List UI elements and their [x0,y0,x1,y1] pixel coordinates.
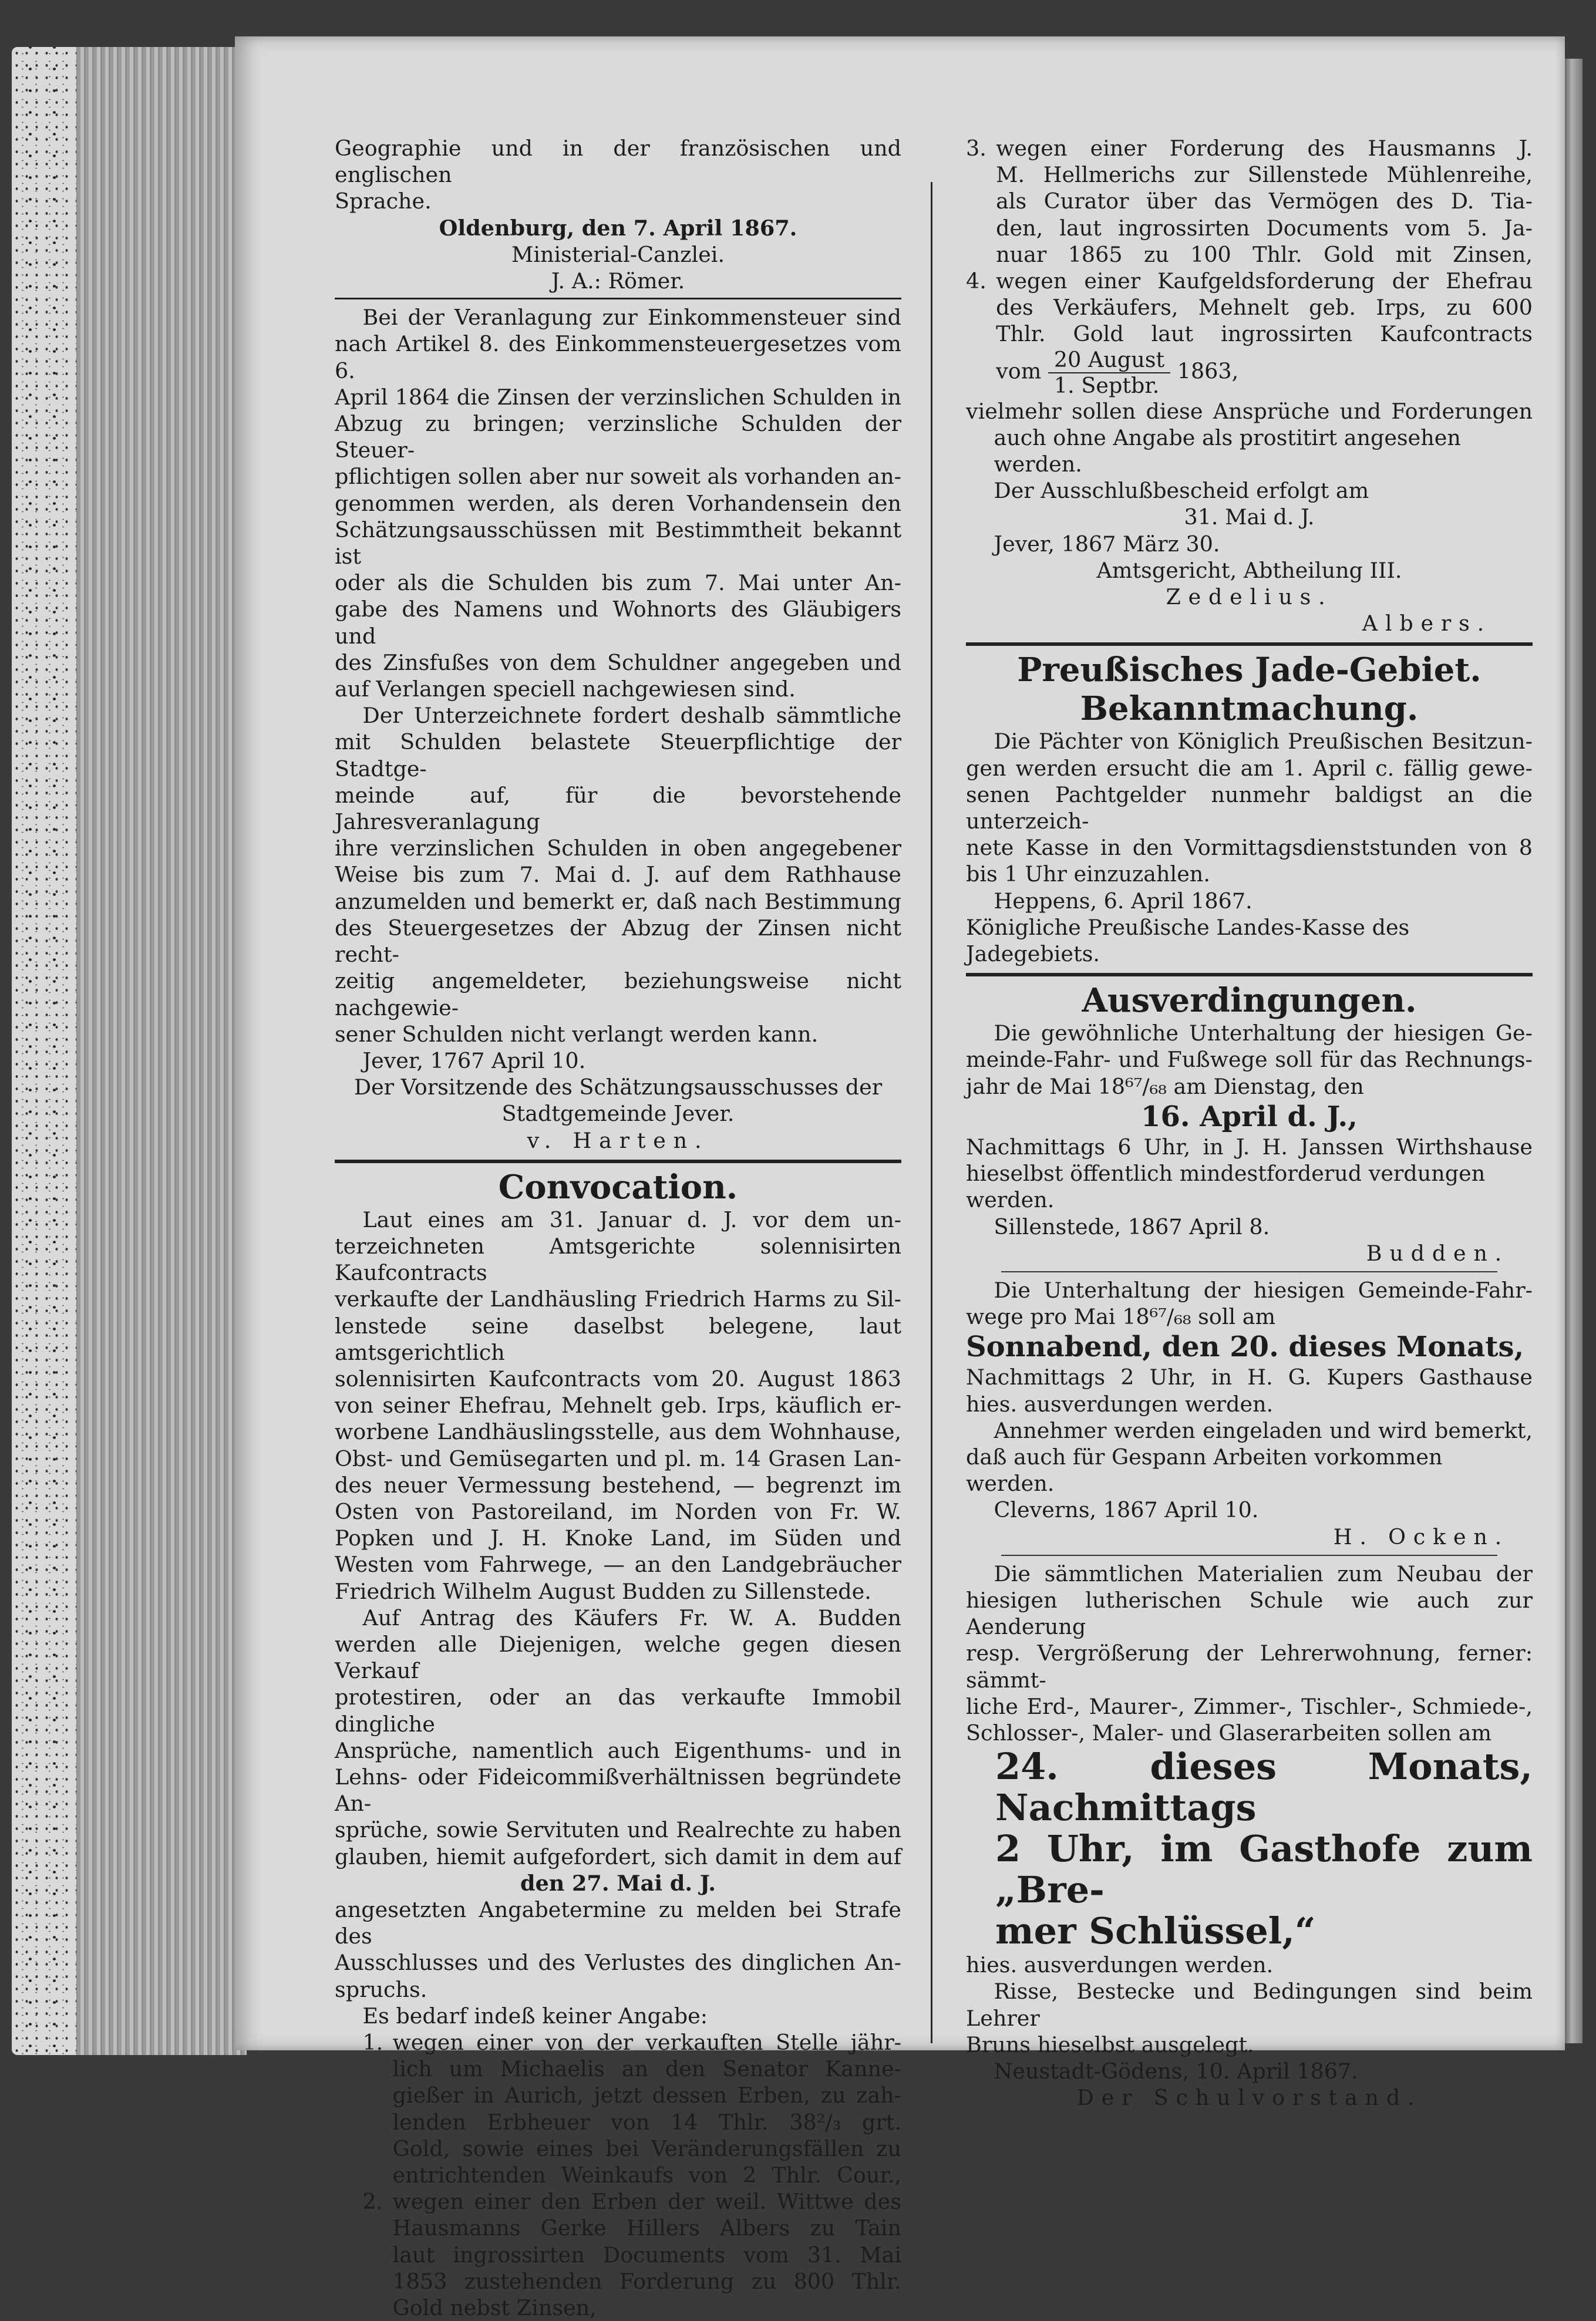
text-line: spruchs. [335,1976,427,2002]
text-line: M. Hellmerichs zur Sillenstede Mühlenreihe, [996,162,1533,188]
signature-title: Stadtgemeinde Jever. [501,1101,735,1127]
text-line: Obst- und Gemüsegarten und pl. m. 14 Grasen Lan- [335,1446,901,1471]
signature: J. A.: Römer. [551,268,685,294]
signature: Albers. [1362,611,1491,636]
tax-notice [335,304,901,1154]
text-line: hies. ausverdungen werden. [966,1391,1274,1417]
text-line: nuar 1865 zu 100 Thlr. Gold mit Zinsen, [996,241,1533,267]
text-line: lich um Michaelis an den Senator Kanne- [392,2056,901,2082]
text-line: Lehns- oder Fideicommißverhältnissen begründete An- [335,1764,901,1817]
decision-date: 31. Mai d. J. [1184,504,1315,530]
text-line: Thlr. Gold laut ingrossirten Kaufcontracts [996,321,1533,347]
text-line: Geographie und in der französischen und englischen [335,136,901,188]
text-line: genommen werden, als deren Vorhandensein den [335,490,901,516]
jade-notice [966,651,1533,967]
text-line: Nachmittags 2 Uhr, in H. G. Kupers Gasthause [966,1365,1533,1390]
section-divider [1001,1271,1497,1272]
auction-date: Sonnabend, den 20. dieses Monats, [966,1330,1524,1364]
text-line: liche Erd-, Maurer-, Zimmer-, Tischler-, Schmiede-, [966,1693,1533,1719]
text-line: Abzug zu bringen; verzinsliche Schulden der Steuer- [335,411,901,463]
section-heading: Preußisches Jade-Gebiet. [1017,651,1481,690]
text-line: Die Unterhaltung der hiesigen Gemeinde-Fahr- [994,1277,1533,1303]
list-text [393,2188,901,2321]
text-line: meinde-Fahr- und Fußwege soll für das Rechnungs- [966,1047,1533,1073]
text-line: meinde auf, für die bevorstehende Jahresveranlagung [335,782,901,835]
ausverdingungen-notice [966,981,1533,1266]
text-line: glauben, hiemit aufgefordert, sich damit in dem auf [335,1844,901,1869]
signature: H. Ocken. [1333,1524,1509,1549]
section-divider [966,973,1533,976]
text-line: Gold nebst Zinsen, [392,2295,597,2321]
text-line: wegen einer Kaufgeldsforderung der Ehefrau [996,268,1533,294]
auction-date-line: 24. dieses Monats, Nachmittags [995,1745,1533,1830]
contract-date-line [996,348,1533,398]
list-number: 4. [966,268,986,294]
text-line: bis 1 Uhr einzuzahlen. [966,861,1210,887]
convocation-notice [335,1168,901,2321]
text-line: hiesigen lutherischen Schule wie auch zur Aenderung [966,1587,1533,1640]
signature: Königliche Preußische Landes-Kasse des Jadegebiets. [966,914,1410,967]
section-divider [966,642,1533,646]
text-line: angesetzten Angabetermine zu melden bei Strafe des [335,1897,901,1949]
text-line: pflichtigen sollen aber nur soweit als vorhanden an- [335,464,901,490]
text-line: Laut eines am 31. Januar d. J. vor dem un- [362,1207,901,1232]
text-line: Der Unterzeichnete fordert deshalb sämmtliche [362,703,901,729]
list-item [335,2029,901,2188]
text-line: oder als die Schulden bis zum 7. Mai unter An- [335,570,901,596]
text-line: resp. Vergrößerung der Lehrerwohnung, ferner: sämmt- [966,1640,1533,1693]
text-line: April 1864 die Zinsen der verzinslichen Schulden in [335,384,901,410]
text-line: wegen einer den Erben der weil. Wittwe des [392,2189,901,2215]
section-divider [1001,1555,1497,1556]
auction-date: 16. April d. J., [1141,1100,1358,1133]
text-line: wegen einer Forderung des Hausmanns J. [996,136,1533,161]
list-item [335,2188,901,2321]
list-number: 1. [362,2030,383,2056]
signature: Budden. [1366,1240,1509,1266]
text-line: gießer in Aurich, jetzt dessen Erben, zu zah- [392,2083,901,2108]
text-line: auch ohne Angabe als prostitirt angesehen werden. [994,425,1461,477]
text-line: lenstede seine daselbst belegene, laut amtsgerichtlich [335,1313,901,1365]
left-column [335,135,901,2321]
text-line: Annehmer werden eingeladen und wird bemerkt, [994,1417,1533,1443]
text-line: Schätzungsausschüssen mit Bestimmtheit bekannt ist [335,517,901,570]
text-line: mit Schulden belastete Steuerpflichtige der Stadtge- [335,729,901,781]
signature: v. Harten. [527,1127,709,1153]
court-name: Amtsgericht, Abtheilung III. [1096,557,1402,583]
text-line: des neuer Vermessung bestehend, — begrenzt im [335,1472,901,1498]
text-line: jahr de Mai 18⁶⁷/₆₈ am Dienstag, den [966,1073,1364,1099]
text-line: zeitig angemeldeter, beziehungsweise nicht nachgewie- [335,968,901,1020]
text-line: Es bedarf indeß keiner Angabe: [362,2003,708,2029]
text-line: gen werden ersucht die am 1. April c. fällig gewe- [966,755,1533,781]
text-line: nete Kasse in den Vormittagsdienststunden von 8 [966,835,1533,861]
place-date: Sillenstede, 1867 April 8. [994,1214,1270,1239]
section-divider [335,1160,901,1163]
text-line: senen Pachtgelder nunmehr baldigst an die unterzeich- [966,781,1533,834]
column-rule [931,182,932,2043]
list-text [996,268,1533,398]
list-item [966,135,1533,268]
text-line: Weise bis zum 7. Mai d. J. auf dem Rathhause [335,862,901,888]
text-line: sprüche, sowie Servituten und Realrechte zu haben [335,1817,901,1843]
text-line: laut ingrossirten Documents vom 31. Mai [392,2242,901,2268]
text-line: als Curator über das Vermögen des D. Tia- [996,188,1533,214]
list-number: 2. [362,2189,383,2215]
text-line: lenden Erbheuer von 14 Thlr. 38²/₃ grt. [392,2109,901,2135]
signature: Der Schulvorstand. [1076,2085,1422,2111]
text-line: Der Ausschlußbescheid erfolgt am [994,478,1369,504]
text-line: Auf Antrag des Käufers Fr. W. A. Budden [362,1605,901,1631]
place-date: Jever, 1867 März 30. [994,531,1220,557]
text-line: anzumelden und bemerkt er, daß nach Bestimmung [335,888,901,914]
schule-notice [966,1561,1533,2111]
marbled-page-edge [12,47,76,2055]
text-line: Die Pächter von Königlich Preußischen Besitzun- [994,729,1533,754]
fahrwege-notice [966,1277,1533,1550]
auction-date-line: mer Schlüssel,“ [995,1909,1316,1953]
section-heading: Convocation. [498,1167,738,1207]
place-date: Jever, 1767 April 10. [362,1047,586,1073]
section-heading: Ausverdingungen. [1082,981,1417,1020]
text-line: Ansprüche, namentlich auch Eigenthums- und in [335,1737,901,1763]
text-line: Osten von Pastoreiland, im Norden von Fr. W. [335,1498,901,1524]
text-line: Bruns hieselbst ausgelegt. [966,2032,1254,2057]
text-line: sener Schulden nicht verlangt werden kann. [335,1021,819,1047]
text-line: Gold, sowie eines bei Veränderungsfällen zu [392,2135,901,2161]
text-line: von seiner Ehefrau, Mehnelt geb. Irps, käuflich er- [335,1393,901,1419]
right-page-edge [1565,59,1582,2043]
right-column [966,135,1533,2111]
text-line: Nachmittags 6 Uhr, in J. H. Janssen Wirthshause [966,1134,1533,1160]
signature-title: Der Vorsitzende des Schätzungsausschusses der [353,1074,883,1100]
text-line: Ausschlusses und des Verlustes des dinglichen An- [335,1950,901,1976]
text-line: Westen vom Fahrwege, — an den Landgebräucher [335,1552,901,1578]
place-date: Heppens, 6. April 1867. [994,888,1252,914]
fraction-top: 20 August [1048,348,1170,373]
vom-label: vom [996,358,1042,384]
text-line: wege pro Mai 18⁶⁷/₆₈ soll am [966,1304,1276,1330]
text-line: Die sämmtlichen Materialien zum Neubau der [994,1561,1533,1586]
text-line: wegen einer von der verkauften Stelle jähr- [392,2030,901,2056]
term-date: den 27. Mai d. J. [520,1870,716,1896]
text-line: protestiren, oder an das verkaufte Immobil dingliche [335,1685,901,1737]
text-line: Hausmanns Gerke Hillers Albers zu Tain [392,2215,901,2241]
text-line: Risse, Bestecke und Bedingungen sind beim Lehrer [966,1979,1533,2031]
text-line: des Zinsfußes von dem Schuldner angegeben und [335,649,901,675]
list-text [996,135,1533,268]
text-line: entrichtenden Weinkaufs von 2 Thlr. Cour., [392,2162,901,2188]
text-line: Die gewöhnliche Unterhaltung der hiesigen Ge- [994,1020,1533,1046]
text-line: hieselbst öffentlich mindestforderud verdungen werden. [966,1161,1486,1213]
text-line: daß auch für Gespann Arbeiten vorkommen werden. [966,1444,1443,1497]
place-date: Oldenburg, den 7. April 1867. [439,215,797,241]
text-line: vielmehr sollen diese Ansprüche und Forderungen [966,398,1533,424]
year: 1863, [1177,358,1239,384]
list-number: 3. [966,136,986,161]
text-line: Sprache. [335,188,432,214]
text-line: worbene Landhäuslingsstelle, aus dem Wohnhause, [335,1419,901,1445]
text-line: des Verkäufers, Mehnelt geb. Irps, zu 600 [996,295,1533,321]
place-date: Neustadt-Gödens, 10. April 1867. [994,2058,1358,2084]
text-line: verkaufte der Landhäusling Friedrich Harms zu Sil- [335,1286,901,1312]
fraction-bottom: 1. Septbr. [1053,372,1160,398]
office-name: Ministerial-Canzlei. [511,241,725,267]
text-line: des Steuergesetzes der Abzug der Zinsen nicht recht- [335,915,901,968]
auction-date-line: 2 Uhr, im Gasthofe zum „Bre- [995,1827,1533,1912]
text-line: werden alle Diejenigen, welche gegen diesen Verkauf [335,1631,901,1684]
text-line: den, laut ingrossirten Documents vom 5. Ja- [996,215,1533,241]
text-line: nach Artikel 8. des Einkommensteuergesetzes vom 6. [335,331,901,383]
date-fraction [1048,348,1170,398]
text-line: 1853 zustehenden Forderung zu 800 Thlr. [392,2268,901,2294]
text-line: terzeichneten Amtsgerichte solennisirten Kaufcontracts [335,1233,901,1286]
list-text [393,2029,901,2188]
text-line: hies. ausverdungen werden. [966,1952,1274,1978]
text-line: auf Verlangen speciell nachgewiesen sind. [335,676,796,702]
text-line: Friedrich Wilhelm August Budden zu Sillenstede. [335,1578,871,1604]
text-line: Bei der Veranlagung zur Einkommensteuer sind [362,305,901,331]
text-line: Schlosser-, Maler- und Glaserarbeiten sollen am [966,1720,1492,1746]
list-item [966,268,1533,398]
section-subheading: Bekanntmachung. [1080,689,1419,729]
place-date: Cleverns, 1867 April 10. [994,1497,1259,1523]
text-line: Popken und J. H. Knoke Land, im Süden und [335,1525,901,1551]
text-line: solennisirten Kaufcontracts vom 20. August 1863 [335,1366,901,1392]
section-divider [335,298,901,299]
signature: Zedelius. [1166,584,1333,610]
text-line: gabe des Namens und Wohnorts des Gläubigers und [335,597,901,649]
text-line: ihre verzinslichen Schulden in oben angegebener [335,836,901,861]
